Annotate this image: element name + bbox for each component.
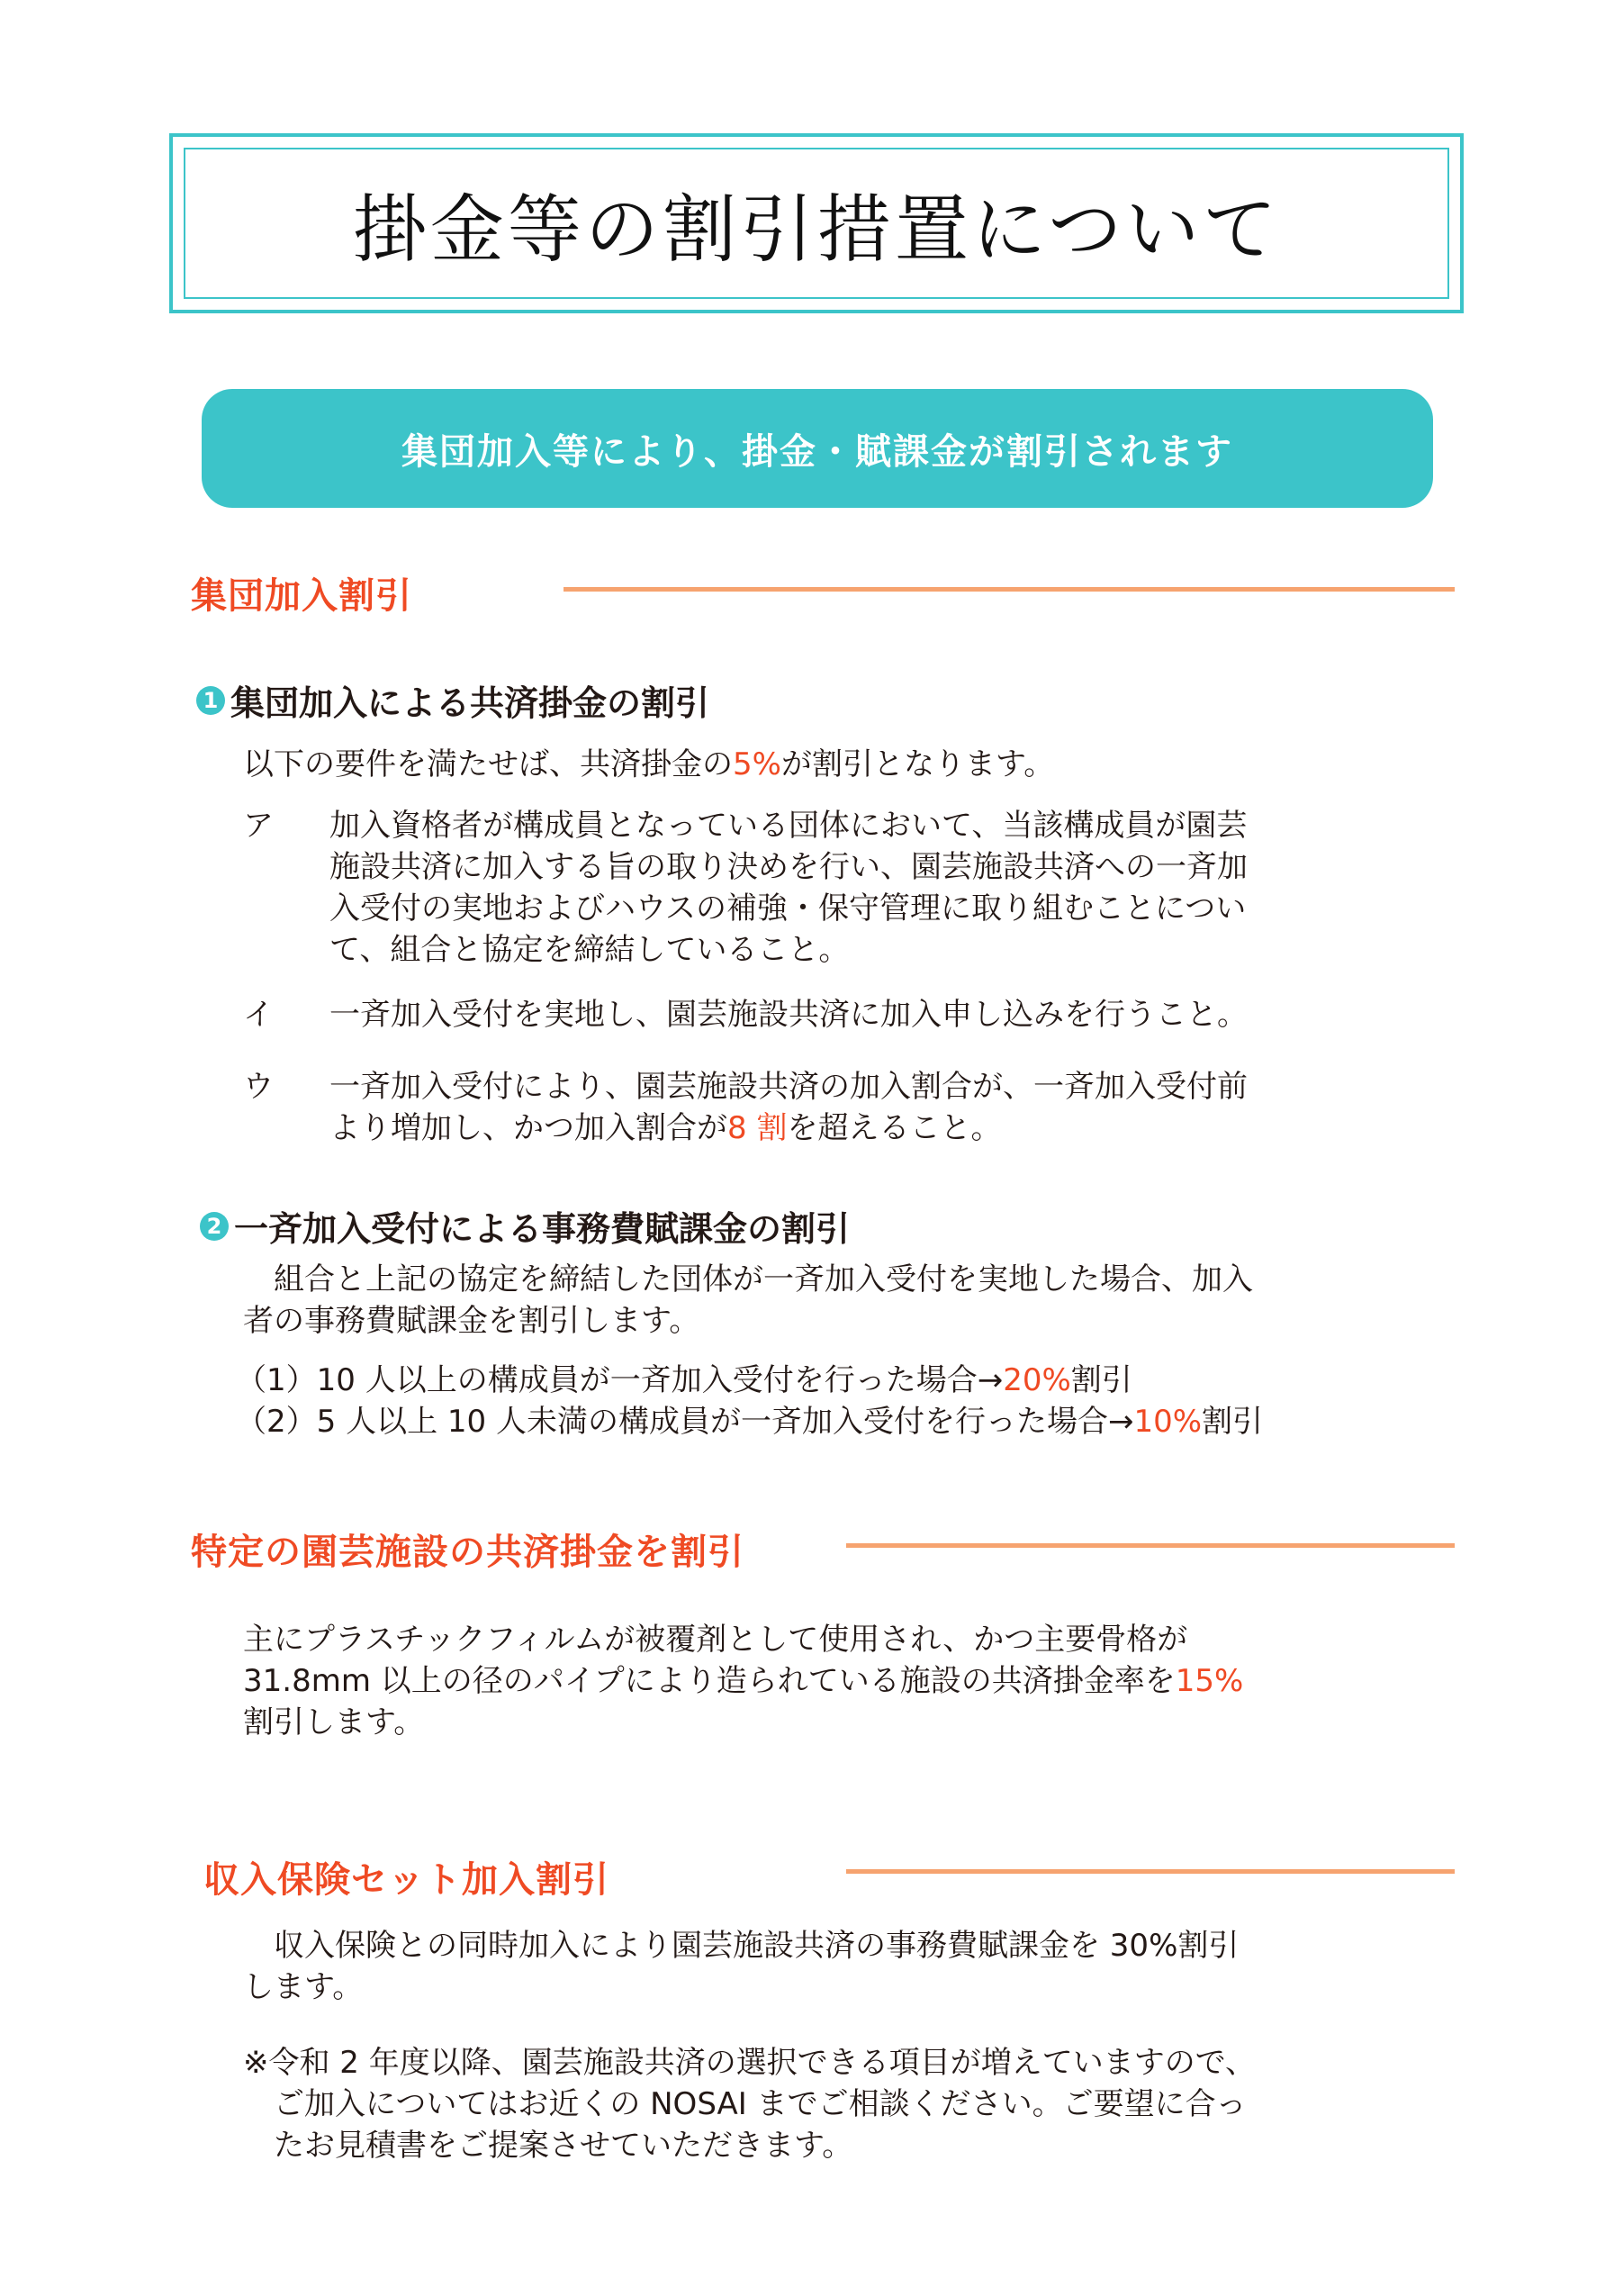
item-a-body — [329, 805, 1446, 971]
admin-fee-line1: 組合と上記の協定を締結した団体が一斉加入受付を実地した場合、加入 — [274, 1261, 1253, 1297]
footnote-line1: ※令和 2 年度以降、園芸施設共済の選択できる項目が増えていますので、 — [243, 2045, 1257, 2081]
section-heading-income-insurance-set: 収入保険セット加入割引 — [203, 1859, 609, 1901]
list-item-text: （1）10 人以上の構成員が一斉加入受付を行った場合→ — [236, 1362, 1004, 1398]
item-u-line2-a: より増加し、かつ加入割合が — [329, 1110, 727, 1146]
intro-text-a: 以下の要件を満たせば、共済掛金の — [243, 746, 733, 782]
admin-fee-paragraph — [243, 1259, 1253, 1342]
item-i-body — [329, 994, 1446, 1035]
discount-rate: 20% — [1003, 1362, 1071, 1398]
subheading-group-premium-discount — [196, 675, 709, 725]
item-i-line: 一斉加入受付を実地し、園芸施設共済に加入申し込みを行うこと。 — [329, 997, 1248, 1033]
item-a-line: 施設共済に加入する旨の取り決めを行い、園芸施設共済への一斉加 — [329, 849, 1248, 885]
page-title: 掛金等の割引措置について — [352, 186, 1281, 273]
specific-line2 — [243, 1660, 1243, 1702]
section-rule — [846, 1543, 1455, 1548]
item-a-line: 加入資格者が構成員となっている団体において、当該構成員が園芸 — [329, 808, 1248, 844]
item-u-line2 — [329, 1107, 1446, 1149]
section-heading-specific-facility: 特定の園芸施設の共済掛金を割引 — [191, 1532, 744, 1573]
section-rule — [846, 1869, 1455, 1874]
intro-text-b: が割引となります。 — [780, 746, 1055, 782]
item-mark-i: イ — [243, 997, 274, 1033]
title-frame-inner — [184, 148, 1449, 299]
list-item-suffix: 割引 — [1202, 1404, 1264, 1440]
list-item — [236, 1401, 1263, 1442]
subheading-admin-fee-discount — [200, 1201, 850, 1251]
list-item — [236, 1360, 1263, 1401]
item-u-line1: 一斉加入受付により、園芸施設共済の加入割合が、一斉加入受付前 — [329, 1069, 1248, 1105]
item-u-line2-b: を超えること。 — [787, 1110, 1002, 1146]
section-heading-group-discount: 集団加入割引 — [191, 575, 412, 617]
item-u-body — [329, 1066, 1446, 1149]
discount-rate: 10% — [1133, 1404, 1203, 1440]
intro-text — [243, 744, 1054, 785]
specific-line2-a: 31.8mm 以上の径のパイプにより造られている施設の共済掛金率を — [243, 1663, 1176, 1699]
item-mark-a: ア — [243, 808, 274, 844]
admin-fee-list — [236, 1360, 1263, 1442]
income-insurance-paragraph — [243, 1925, 1239, 2008]
footnote-line3: たお見積書をご提案させていただきます。 — [274, 2128, 853, 2164]
list-item-text: （2）5 人以上 10 人未満の構成員が一斉加入受付を行った場合→ — [236, 1404, 1134, 1440]
income-line2: します。 — [243, 1969, 364, 2005]
item-mark-u: ウ — [243, 1069, 274, 1105]
item-a-line: て、組合と協定を締結していること。 — [329, 932, 850, 968]
footnote — [243, 2042, 1256, 2166]
income-line1: 収入保険との同時加入により園芸施設共済の事務費賦課金を 30%割引 — [274, 1928, 1240, 1964]
subheading-text: 一斉加入受付による事務費賦課金の割引 — [234, 1209, 851, 1249]
number-badge-1: 1 — [196, 686, 225, 715]
footnote-line2: ご加入についてはお近くの NOSAI までご相談ください。ご要望に合っ — [274, 2086, 1247, 2122]
subheading-text: 集団加入による共済掛金の割引 — [230, 683, 710, 723]
title-frame — [169, 133, 1464, 313]
specific-line3: 割引します。 — [243, 1704, 425, 1740]
item-a-line: 入受付の実地およびハウスの補強・保守管理に取り組むことについ — [329, 890, 1247, 927]
section-rule — [564, 587, 1455, 592]
specific-line1: 主にプラスチックフィルムが被覆剤として使用され、かつ主要骨格が — [243, 1622, 1188, 1658]
summary-banner: 集団加入等により、掛金・賦課金が割引されます — [202, 389, 1433, 508]
intro-rate: 5% — [733, 746, 781, 782]
number-badge-2: 2 — [200, 1212, 229, 1241]
premium-rate: 15% — [1175, 1663, 1244, 1699]
list-item-suffix: 割引 — [1070, 1362, 1132, 1398]
admin-fee-line2: 者の事務費賦課金を割引します。 — [243, 1303, 700, 1339]
specific-facility-paragraph — [243, 1619, 1243, 1743]
participation-rate: 8 割 — [727, 1110, 788, 1146]
